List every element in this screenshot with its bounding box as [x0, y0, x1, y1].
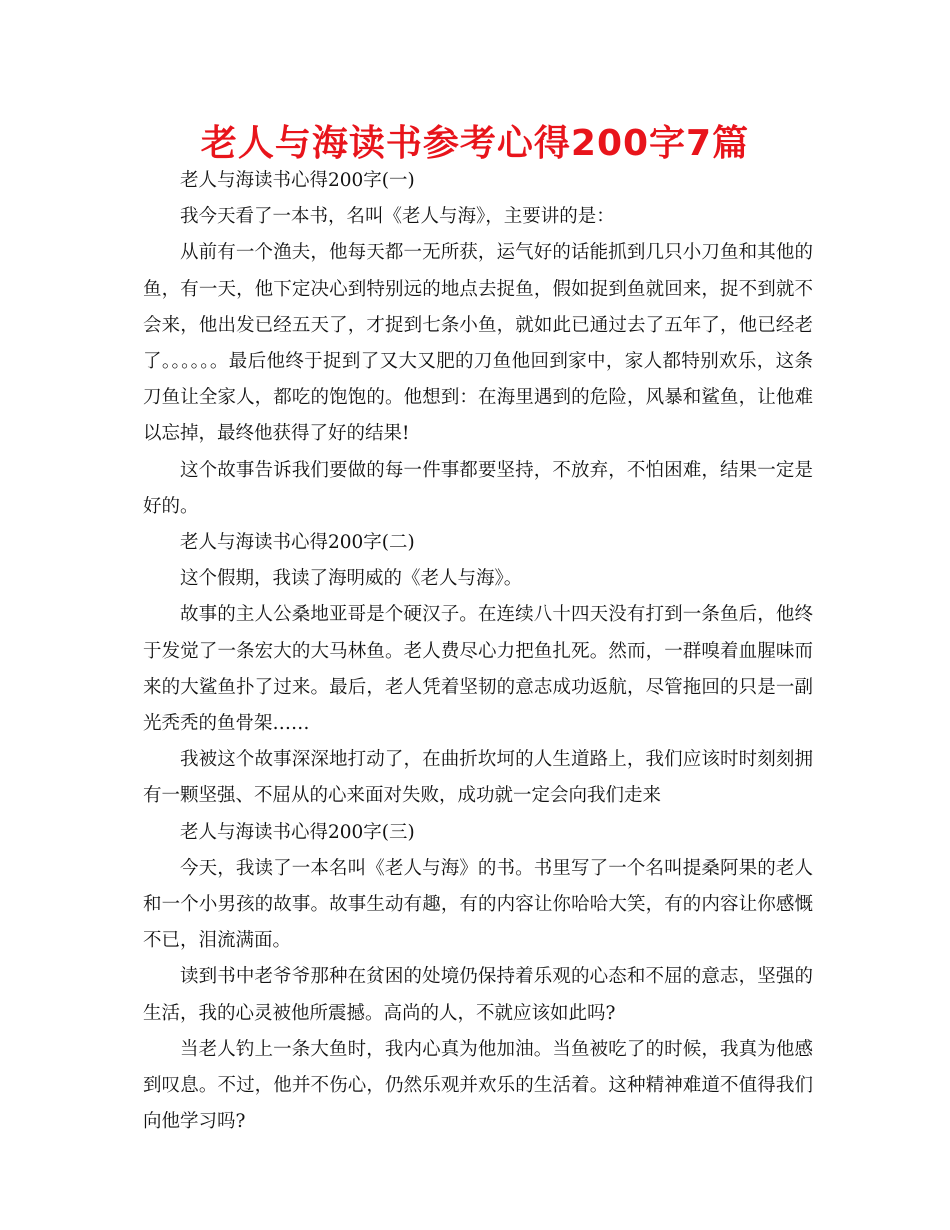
paragraph: 我今天看了一本书，名叫《老人与海》，主要讲的是： — [180, 206, 615, 228]
paragraph: 故事的主人公桑地亚哥是个硬汉子。在连续八十四天没有打到一条鱼后，他终于发觉了一条宏大的大马林鱼。老人费尽心力把鱼扎死。然而，一群嗅着血腥味而来的大鲨鱼扑了过来。最后，老人凭着坚韧的意志成功返航，尽管拖回的只是一副光秃秃的鱼骨架…… — [143, 604, 813, 735]
section-heading-2: 老人与海读书心得200字(二) — [180, 532, 415, 554]
section-heading-3: 老人与海读书心得200字(三) — [180, 821, 415, 843]
paragraph: 这个故事告诉我们要做的每一件事都要坚持，不放弃，不怕困难，结果一定是好的。 — [143, 459, 813, 517]
section-heading-1: 老人与海读书心得200字(一) — [180, 170, 415, 191]
paragraph: 从前有一个渔夫，他每天都一无所获，运气好的话能抓到几只小刀鱼和其他的鱼，有一天，他下定决心到特别远的地点去捉鱼，假如捉到鱼就回来，捉不到就不会来，他出发已经五天了，才捉到七条小鱼，就如此已通过去了五年了，他已经老了。。。。。。最后他终于捉到了又大又肥的刀鱼他回到家中，家人都特别欢乐，这条刀鱼让全家人，都吃的饱饱的。他想到：在海里遇到的危险，风暴和鲨鱼，让他难以忘掉，最终他获得了好的结果! — [143, 242, 813, 445]
paragraph: 这个假期，我读了海明威的《老人与海》。 — [180, 568, 523, 590]
paragraph: 我被这个故事深深地打动了，在曲折坎坷的人生道路上，我们应该时时刻刻拥有一颗坚强、不屈从的心来面对失败，成功就一定会向我们走来 — [143, 749, 813, 807]
paragraph: 读到书中老爷爷那种在贫困的处境仍保持着乐观的心态和不屈的意志，坚强的生活，我的心灵被他所震撼。高尚的人，不就应该如此吗? — [143, 966, 813, 1024]
paragraph: 当老人钓上一条大鱼时，我内心真为他加油。当鱼被吃了的时候，我真为他感到叹息。不过，他并不伤心，仍然乐观并欢乐的生活着。这种精神难道不值得我们向他学习吗? — [143, 1038, 813, 1133]
paragraph: 今天，我读了一本名叫《老人与海》的书。书里写了一个名叫提桑阿果的老人和一个小男孩的故事。故事生动有趣，有的内容让你哈哈大笑，有的内容让你感慨不已，泪流满面。 — [143, 857, 813, 952]
document-body — [143, 163, 813, 1140]
document-title: 老人与海读书参考心得200字7篇 — [200, 123, 750, 164]
